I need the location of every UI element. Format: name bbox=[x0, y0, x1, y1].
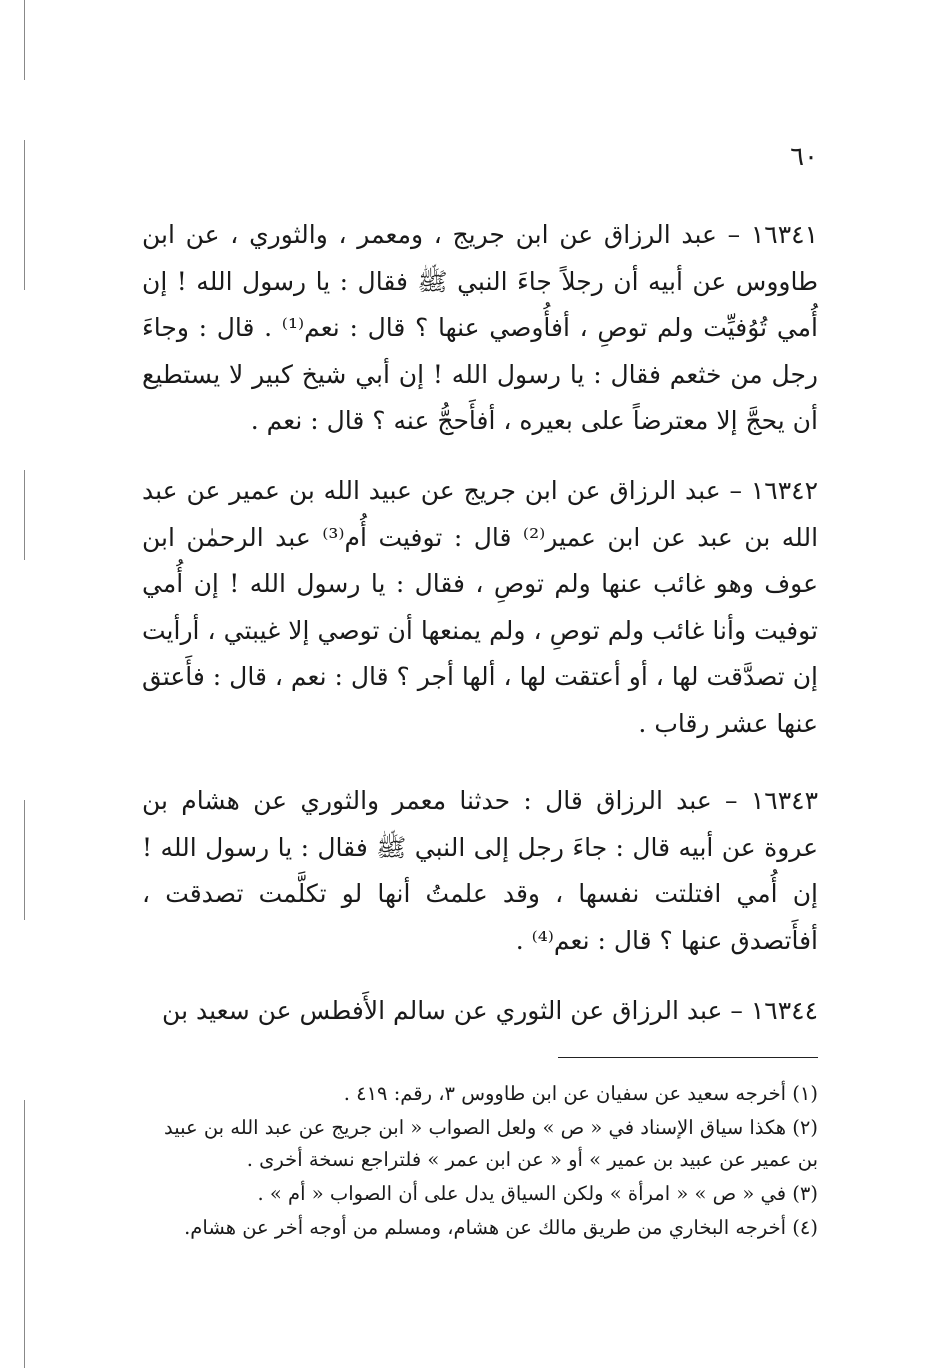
footnotes bbox=[142, 1078, 818, 1246]
page-edge-line-top bbox=[24, 0, 25, 80]
hadith-text: – عبد الرزاق قال : حدثنا معمر والثوري عن هشام بن عروة عن أبيه قال : جاءَ رجل إلى النبي ﷺ فقال : يا رسول الله ! إن أُمي افتلتت نفسها ، وقد علمتُ أنها لو تكلَّمت تصدقت ، أفأَتصدق عنها ؟ قال : نعم⁽⁴⁾ . bbox=[142, 786, 818, 955]
page-edge-line-middle bbox=[24, 470, 25, 560]
hadith-16344 bbox=[142, 988, 818, 1035]
hadith-number: ١٦٣٤٢ bbox=[750, 476, 818, 505]
hadith-number: ١٦٣٤٤ bbox=[750, 996, 818, 1025]
hadith-text: – عبد الرزاق عن ابن جريج عن عبيد الله بن عمير عن عبد الله بن عبد عن ابن عمير⁽²⁾ قال : توفيت أُم⁽³⁾ عبد الرحمٰن ابن عوف وهو غائب عنها ولم توصِ ، فقال : يا رسول الله ! إن أُمي توفيت وأنا غائب ولم توصِ ، ولم يمنعها أن توصي إلا غيبتي ، أرأيت إن تصدَّقت لها ، أو أعتقت لها ، ألها أجر ؟ قال : نعم ، قال : فأَعتق عنها عشر رقاب . bbox=[141, 476, 819, 738]
hadith-paragraph bbox=[142, 988, 818, 1035]
page-number: ٦٠ bbox=[790, 142, 818, 172]
footnote-2: (٢) هكذا سياق الإسناد في « ص » ولعل الصواب « ابن جريج عن عبد الله بن عبيد بن عمير عن عبيد بن عمير » أو « عن ابن عمر » فلتراجع نسخة أخرى . bbox=[164, 1116, 818, 1171]
footnote-4: (٤) أخرجه البخاري من طريق مالك عن هشام، ومسلم من أوجه أخر عن هشام. bbox=[184, 1216, 818, 1239]
footnote-1: (١) أخرجه سعيد عن سفيان عن ابن طاووس ٣، رقم: ٤١٩ . bbox=[343, 1082, 818, 1105]
footnote-separator bbox=[558, 1057, 818, 1058]
hadith-paragraph bbox=[142, 212, 818, 445]
hadith-16343 bbox=[142, 778, 818, 964]
hadith-text: – عبد الرزاق عن ابن جريج ، ومعمر ، والثوري ، عن ابن طاووس عن أبيه أن رجلاً جاءَ النبي ﷺ فقال : يا رسول الله ! إن أُمي تُوُفيِّت ولم توصِ ، أفأُوصي عنها ؟ قال : نعم⁽¹⁾ . قال : وجاءَ رجل من خثعم فقال : يا رسول الله ! إن أبي شيخ كبير لا يستطيع أن يحجَّ إلا معترضاً على بعيره ، أفأَحجُّ عنه ؟ قال : نعم . bbox=[142, 220, 818, 435]
footnote-3: (٣) في « ص » « امرأة » ولكن السياق يدل على أن الصواب « أم » . bbox=[257, 1182, 818, 1205]
book-page bbox=[130, 0, 830, 1368]
hadith-number: ١٦٣٤٣ bbox=[750, 786, 818, 815]
hadith-paragraph bbox=[142, 778, 818, 964]
page-edge-line-lower bbox=[24, 800, 25, 920]
hadith-paragraph bbox=[142, 468, 818, 747]
page-edge-line-bottom bbox=[24, 1100, 25, 1368]
hadith-number: ١٦٣٤١ bbox=[750, 220, 818, 249]
hadith-text: – عبد الرزاق عن الثوري عن سالم الأَفطس عن سعيد بن bbox=[162, 996, 743, 1025]
page-edge-line-upper bbox=[24, 140, 25, 290]
hadith-16341 bbox=[142, 212, 818, 445]
hadith-16342 bbox=[142, 468, 818, 747]
